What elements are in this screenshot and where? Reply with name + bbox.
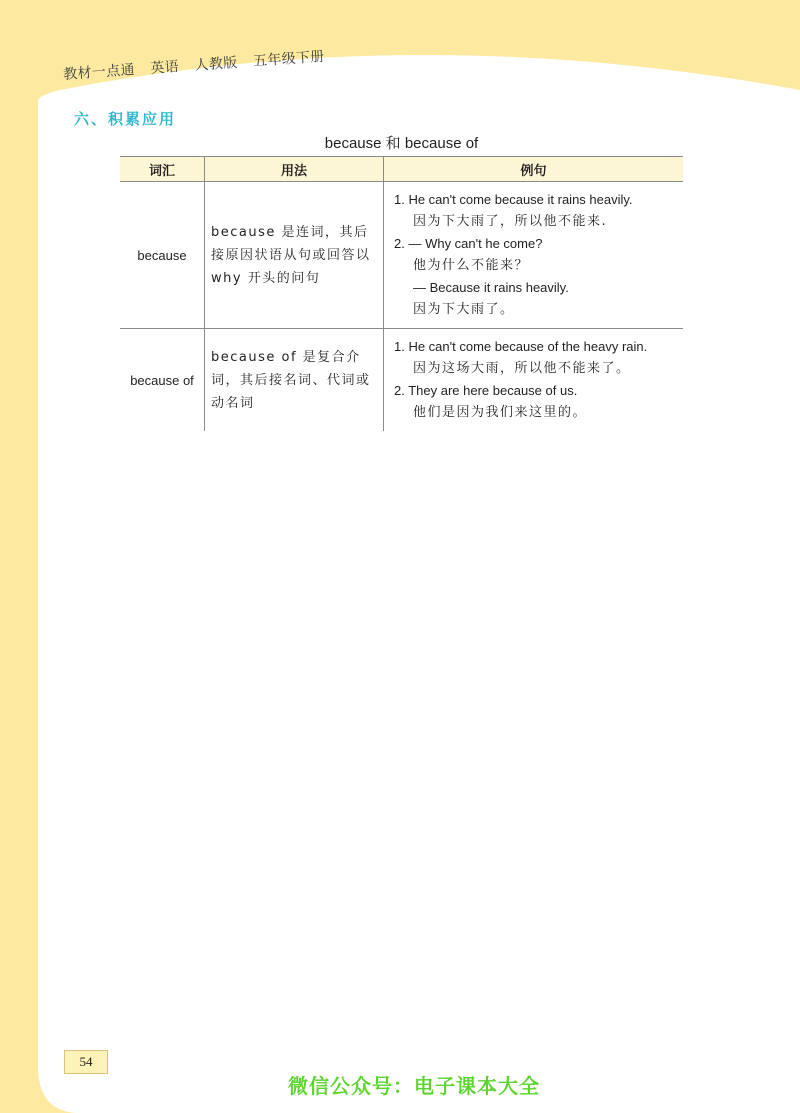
example-en: 1. He can't come because it rains heavily. [394,192,633,207]
header-book: 教材一点通 [62,62,136,84]
table-header-row [120,157,683,182]
table-title: because 和 because of [324,135,479,152]
example-cn: 因为下大雨了，所以他不能来. [413,214,608,229]
vocabulary-table [120,156,683,431]
word-cell: because of [130,372,194,388]
header-edition: 人教版 [194,54,239,74]
header-grade: 五年级下册 [252,48,326,70]
page-number: 54 [64,1050,108,1074]
examples-cell [384,329,684,432]
word-cell: because [120,182,205,329]
example-en: 2. They are here because of us. [394,383,578,398]
header-subject: 英语 [149,58,180,77]
example-cn: 因为这场大雨，所以他不能来了。 [413,361,631,376]
example-en: 1. He can't come because of the heavy rain. [394,339,648,354]
example-cn: 他们是因为我们来这里的。 [413,405,588,420]
example-en: — Because it rains heavily. [413,280,569,295]
example-cn: 他为什么不能来？ [413,258,530,273]
table-row [120,329,683,432]
header-usage: 用法 [205,157,384,182]
usage-cell: because 是连词，其后接原因状语从句或回答以 why 开头的问句 [205,182,384,329]
usage-cell: because of 是复合介词，其后接名词、代词或动名词 [205,329,384,432]
table-row [120,182,683,329]
example-cn: 因为下大雨了。 [413,302,515,317]
header-word: 词汇 [120,157,205,182]
header-examples: 例句 [384,157,684,182]
examples-cell [384,182,684,329]
section-title: 六、积累应用 [74,110,177,128]
example-en: 2. — Why can't he come? [394,236,543,251]
watermark: 微信公众号：电子课本大全 [288,1074,540,1098]
